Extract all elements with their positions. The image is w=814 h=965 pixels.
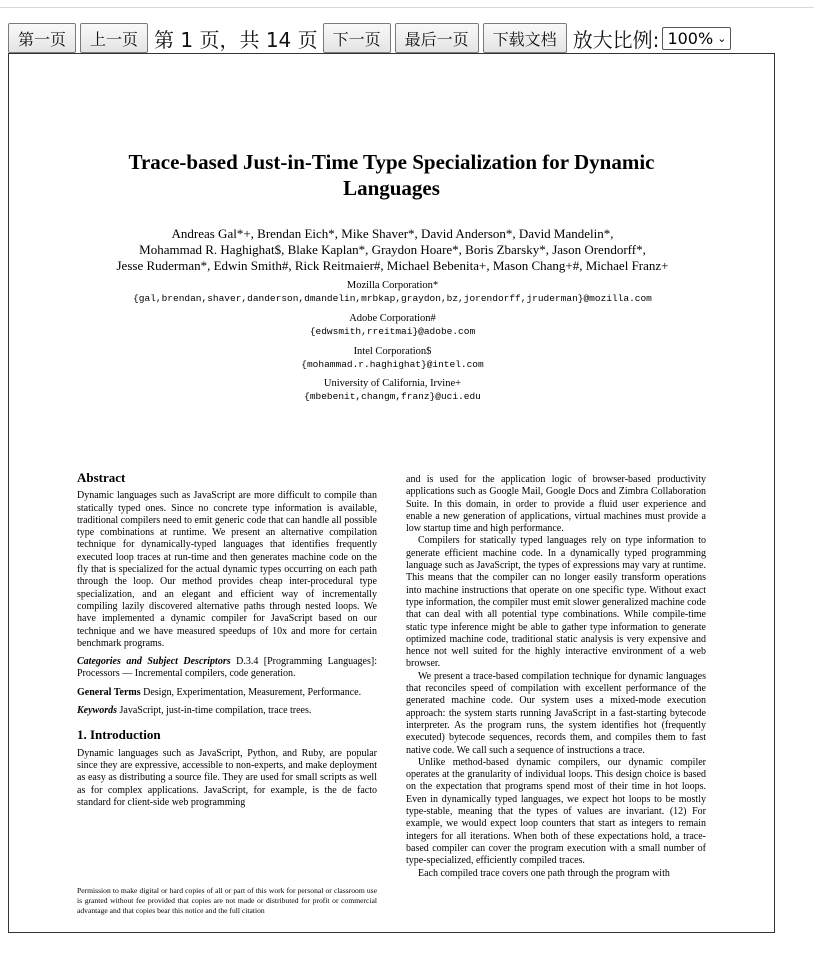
body-paragraph: We present a trace-based compilation technique for dynamic languages that reconciles speed of compilation with excellent performance of the generated machine code. Our system uses a mixed-mode execution approach: the system starts running JavaScript in a fast-starting bytecode interpreter. As the program runs, the system identifies hot (frequently executed) bytecode sequences, records them, and compiles them to fast native code. We call such a sequence of instructions a trace. (406, 670, 706, 756)
last-page-button[interactable]: 最后一页 (395, 23, 479, 53)
affiliation-name: Intel Corporation$ (353, 346, 432, 357)
first-page-button[interactable]: 第一页 (8, 23, 76, 53)
affiliation-name: Adobe Corporation# (349, 313, 436, 324)
general-terms-label: General Terms (77, 686, 141, 698)
window-top-edge (0, 0, 814, 8)
general-terms-text: Design, Experimentation, Measurement, Performance. (143, 686, 362, 698)
categories-text: D.3.4 [Programming Languages]: Processors — Incremental compilers, code generation. (77, 656, 377, 680)
affiliation-email: {edwsmith,rreitmai}@adobe.com (309, 326, 476, 337)
zoom-select[interactable] (662, 27, 731, 50)
page-indicator: 第 1 页，共 14 页 (154, 27, 318, 52)
left-column (77, 472, 377, 809)
authors-line: Mohammad R. Haghighat$, Blake Kaplan*, Graydon Hoare*, Boris Zbarsky*, Jason Orendorff*, (139, 242, 646, 257)
next-page-button[interactable]: 下一页 (323, 23, 391, 53)
affiliation-name: University of California, Irvine+ (323, 378, 462, 389)
body-paragraph: Unlike method-based dynamic compilers, our dynamic compiler operates at the granularity of individual loops. This design choice is based on the expectation that programs spend most of their time in hot loops. Even in dynamically typed languages, we expect hot loops to be mostly type-stable, meaning that the types of values are invariant. (12) For example, we would expect loop counters that start as integers to remain integers for all iterations. When both of these expectations hold, a trace-based compiler can cover the program execution with a small number of type-specialized, efficiently compiled traces. (406, 756, 706, 867)
affiliation-mozilla (49, 279, 736, 305)
categories-label: Categories and Subject Descriptors (77, 656, 231, 668)
document-page[interactable] (8, 53, 775, 933)
permission-notice: Permission to make digital or hard copies of all or part of this work for personal or classroom use is granted without fee provided that copies are not made or distributed for profit or commercial advantage and that copies bear this notice and the full citation (77, 886, 377, 915)
body-paragraph: and is used for the application logic of browser-based productivity applications such as Google Mail, Google Docs and Zimbra Collaboration Suite. In this domain, in order to provide a fluid user experience and enable a new generation of applications, virtual machines must provide a low startup time and high performance. (406, 474, 706, 535)
intro-paragraph: Dynamic languages such as JavaScript, Python, and Ruby, are popular since they are expressive, accessible to non-experts, and make deployment as easy as distributing a source file. They are used for small scripts as well as for complex applications. JavaScript, for example, is the de facto standard for client-side web programming (77, 747, 377, 808)
keywords-text: JavaScript, just-in-time compilation, trace trees. (119, 705, 312, 717)
prev-page-button[interactable]: 上一页 (80, 23, 148, 53)
keywords-label: Keywords (77, 705, 117, 717)
right-column (406, 474, 706, 880)
affiliation-uci (49, 377, 736, 403)
body-paragraph: Compilers for statically typed languages rely on type information to generate efficient machine code. In a dynamically typed programming language such as JavaScript, the types of expressions may vary at runtime. This means that the compiler can no longer easily transform operations into machine instructions that operate on one specific type. Without exact type information, the compiler must emit slower generalized machine code that can deal with all potential type combinations. While compile-time static type inference might be able to gather type information to generate optimized machine code, traditional static analysis is very expensive and hence not well suited for the highly interactive environment of a web browser. (406, 535, 706, 670)
affiliation-email: {mohammad.r.haghighat}@intel.com (301, 359, 484, 370)
zoom-label: 放大比例: (572, 27, 660, 52)
affiliation-email: {mbebenit,changm,franz}@uci.edu (304, 391, 481, 402)
keywords-paragraph (77, 705, 377, 717)
viewer-toolbar (8, 22, 731, 54)
affiliation-email: {gal,brendan,shaver,danderson,dmandelin,mrbkap,graydon,bz,jorendorff,jruderman}@mozilla.com (133, 293, 652, 304)
zoom-value: 100% (667, 28, 714, 48)
general-terms-paragraph (77, 687, 377, 699)
authors-line: Andreas Gal*+, Brendan Eich*, Mike Shaver*, David Anderson*, David Mandelin*, (171, 226, 614, 241)
body-paragraph: Each compiled trace covers one path through the program with (418, 867, 670, 879)
download-button[interactable]: 下载文档 (483, 23, 567, 53)
affiliation-name: Mozilla Corporation* (346, 280, 439, 291)
paper-title: Trace-based Just-in-Time Type Specialization for Dynamic Languages (128, 150, 655, 200)
author-list (49, 226, 736, 274)
categories-paragraph (77, 656, 377, 681)
affiliation-intel (49, 345, 736, 371)
affiliation-adobe (49, 312, 736, 338)
abstract-text: Dynamic languages such as JavaScript are more difficult to compile than statically typed ones. Since no concrete type information is available, traditional compilers need to emit generic code that can handle all possible type combinations at runtime. We present an alternative compilation technique for dynamically-typed languages that identifies frequently executed loop traces at run-time and then generates machine code on the fly that is specialized for the actual dynamic types occurring on each path through the loop. Our method provides cheap inter-procedural type specialization, and an elegant and efficient way of incrementally compiling lazily discovered alternative paths through nested loops. We have implemented a dynamic compiler for JavaScript based on our technique and we have measured speedups of 10x and more for certain benchmark programs. (77, 490, 377, 649)
intro-heading: 1. Introduction (77, 727, 161, 743)
chevron-down-icon: ⌄ (717, 31, 727, 45)
abstract-heading: Abstract (77, 470, 126, 485)
authors-line: Jesse Ruderman*, Edwin Smith#, Rick Reitmaier#, Michael Bebenita+, Mason Chang+#, Michael Franz+ (116, 258, 669, 273)
